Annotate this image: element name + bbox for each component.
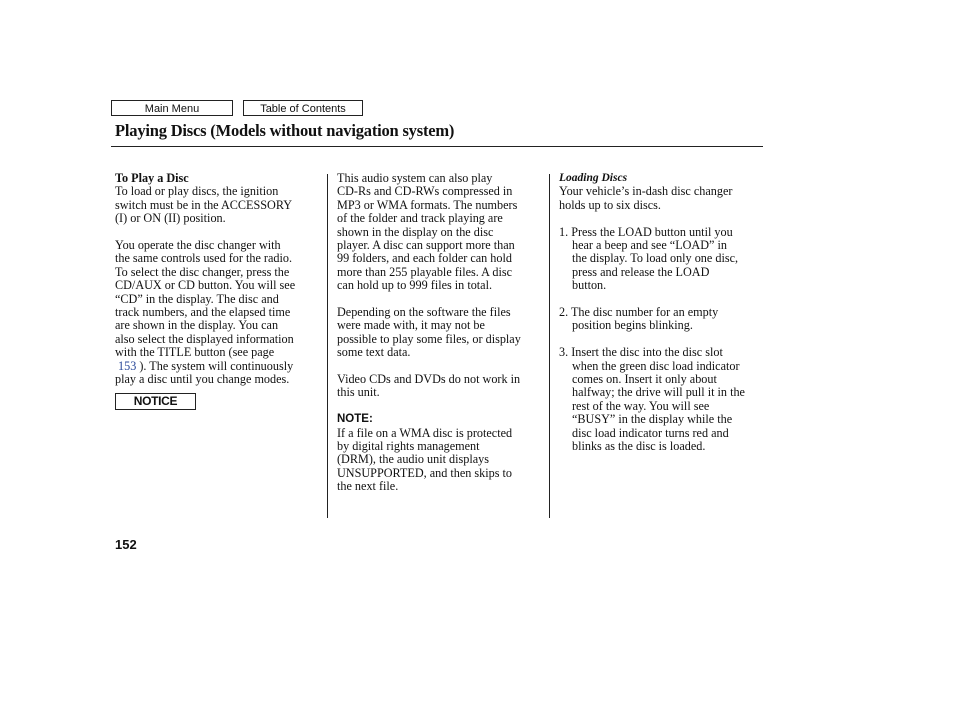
- text-line: more than 255 playable files. A disc: [337, 264, 512, 279]
- step-line: position begins blinking.: [572, 318, 693, 333]
- step-line: 3. Insert the disc into the disc slot: [559, 345, 723, 360]
- text-line: Your vehicle’s in-dash disc changer: [559, 184, 733, 199]
- step-line: blinks as the disc is loaded.: [572, 439, 706, 454]
- column-divider-2: [549, 174, 550, 518]
- text-line: (I) or ON (II) position.: [115, 211, 226, 226]
- page-title: Playing Discs (Models without navigation system): [115, 121, 455, 140]
- column-loading-discs: [559, 172, 763, 453]
- title-divider: [111, 146, 763, 147]
- text-line: MP3 or WMA formats. The numbers: [337, 197, 518, 212]
- text-line: with the TITLE button (see page: [115, 345, 275, 360]
- step-line: 2. The disc number for an empty: [559, 305, 719, 320]
- text-line: are shown in the display. You can: [115, 318, 279, 333]
- text-line: shown in the display on the disc: [337, 224, 494, 239]
- section-heading-loading-discs: Loading Discs: [559, 172, 628, 184]
- page-link-153[interactable]: 153: [118, 358, 137, 373]
- text-line: This audio system can also play: [337, 171, 493, 185]
- step-line: “BUSY” in the display while the: [572, 412, 733, 427]
- step-line: disc load indicator turns red and: [572, 425, 729, 440]
- step-line: 1. Press the LOAD button until you: [559, 224, 733, 239]
- text-line: CD-Rs and CD-RWs compressed in: [337, 184, 513, 199]
- text-line: 99 folders, and each folder can hold: [337, 251, 512, 266]
- text-line: To select the disc changer, press the: [115, 264, 290, 279]
- step-line: the display. To load only one disc,: [572, 251, 739, 266]
- text-line: UNSUPPORTED, and then skips to: [337, 465, 512, 480]
- text-line: the next file.: [337, 479, 399, 494]
- text-fragment: ). The system will continuously: [136, 358, 294, 373]
- text-line: holds up to six discs.: [559, 197, 661, 212]
- step-line: button.: [572, 278, 607, 293]
- section-heading-play-disc: To Play a Disc: [115, 171, 189, 185]
- column-divider-1: [327, 174, 328, 518]
- text-line: by digital rights management: [337, 439, 480, 454]
- text-line: also select the displayed information: [115, 331, 294, 346]
- step-line: when the green disc load indicator: [572, 358, 740, 373]
- step-line: halfway; the drive will pull it in the: [572, 385, 745, 400]
- text-line: (DRM), the audio unit displays: [337, 452, 489, 467]
- text-line: of the folder and track playing are: [337, 211, 503, 226]
- step-line: comes on. Insert it only about: [572, 372, 717, 387]
- step-line: press and release the LOAD: [572, 264, 710, 279]
- text-line: Video CDs and DVDs do not work in: [337, 372, 521, 387]
- step-line: rest of the way. You will see: [572, 398, 710, 413]
- text-line: the same controls used for the radio.: [115, 251, 293, 266]
- text-line: Depending on the software the files: [337, 305, 511, 320]
- text-line: were made with, it may not be: [337, 318, 485, 333]
- text-line: switch must be in the ACCESSORY: [115, 197, 293, 212]
- table-of-contents-button[interactable]: Table of Contents: [243, 100, 363, 116]
- text-line: can hold up to 999 files in total.: [337, 278, 493, 293]
- text-line: player. A disc can support more than: [337, 238, 515, 253]
- page-number: 152: [115, 537, 137, 552]
- note-label: NOTE:: [337, 413, 373, 426]
- text-line: play a disc until you change modes.: [115, 372, 290, 387]
- column-mp3-wma: [337, 172, 543, 494]
- text-line: “CD” in the display. The disc and: [115, 291, 279, 306]
- step-line: hear a beep and see “LOAD” in: [572, 238, 727, 253]
- column-play-disc: [115, 172, 321, 410]
- text-line: To load or play discs, the ignition: [115, 184, 279, 199]
- text-line: [115, 360, 321, 373]
- text-line: CD/AUX or CD button. You will see: [115, 278, 296, 293]
- notice-button[interactable]: NOTICE: [115, 393, 196, 410]
- text-line: possible to play some files, or display: [337, 331, 521, 346]
- main-menu-button[interactable]: Main Menu: [111, 100, 233, 116]
- text-line: some text data.: [337, 345, 411, 360]
- text-line: You operate the disc changer with: [115, 238, 281, 253]
- text-line: this unit.: [337, 385, 380, 400]
- text-line: If a file on a WMA disc is protected: [337, 425, 513, 440]
- text-line: track numbers, and the elapsed time: [115, 305, 291, 320]
